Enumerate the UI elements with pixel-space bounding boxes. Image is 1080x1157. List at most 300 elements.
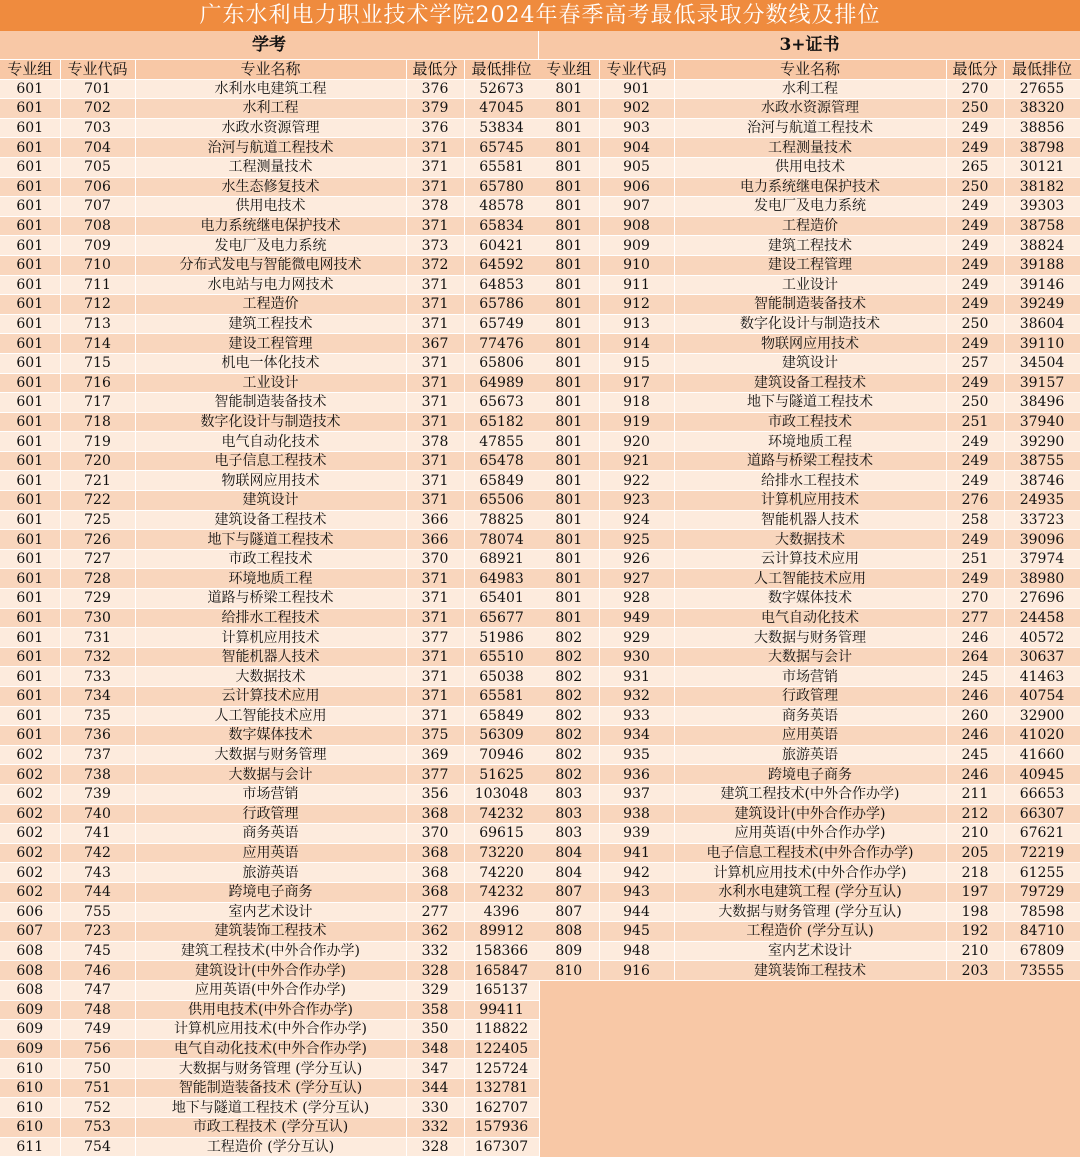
col-header-major: 专业名称 (135, 60, 406, 79)
cell-min-rank: 65834 (464, 216, 539, 236)
col-header-code: 专业代码 (599, 60, 674, 79)
cell-code: 703 (60, 118, 135, 138)
cell-group: 601 (0, 275, 60, 295)
cell-min-rank: 40754 (1004, 687, 1080, 707)
cell-min-score: 210 (946, 824, 1004, 844)
cell-min-rank: 65849 (464, 471, 539, 491)
cell-major: 地下与隧道工程技术 (674, 393, 946, 413)
cell-min-rank: 65506 (464, 491, 539, 511)
cell-code: 750 (60, 1059, 135, 1079)
cell-group: 801 (539, 432, 599, 452)
cell-group: 601 (0, 99, 60, 119)
cell-min-rank: 69615 (464, 824, 539, 844)
cell-group: 601 (0, 236, 60, 256)
cell-major: 水生态修复技术 (135, 177, 406, 197)
cell-min-rank: 65673 (464, 393, 539, 413)
cell-code: 702 (60, 99, 135, 119)
cell-major: 工程造价 (学分互认) (135, 1137, 406, 1157)
cell-min-rank: 38824 (1004, 236, 1080, 256)
cell-major: 室内艺术设计 (674, 941, 946, 961)
table-row (539, 216, 1080, 236)
cell-min-rank: 24458 (1004, 608, 1080, 628)
cell-code: 704 (60, 138, 135, 158)
cell-min-score: 348 (406, 1039, 464, 1059)
cell-min-rank: 65745 (464, 138, 539, 158)
cell-major: 行政管理 (135, 804, 406, 824)
cell-min-rank: 40572 (1004, 628, 1080, 648)
table-row (539, 530, 1080, 550)
table-row (539, 491, 1080, 511)
cell-min-rank: 65786 (464, 295, 539, 315)
table-row (539, 784, 1080, 804)
cell-min-score: 350 (406, 1020, 464, 1040)
cell-major: 云计算技术应用 (674, 549, 946, 569)
cell-major: 建筑设计(中外合作办学) (674, 804, 946, 824)
cell-major: 跨境电子商务 (135, 882, 406, 902)
cell-min-rank: 38798 (1004, 138, 1080, 158)
cell-major: 应用英语 (135, 843, 406, 863)
cell-code: 710 (60, 255, 135, 275)
cell-major: 电力系统继电保护技术 (135, 216, 406, 236)
col-header-group: 专业组 (0, 60, 60, 79)
table-row (0, 569, 539, 589)
cell-code: 911 (599, 275, 674, 295)
table-row (539, 393, 1080, 413)
cell-code: 932 (599, 687, 674, 707)
cell-code: 745 (60, 941, 135, 961)
cell-code: 930 (599, 647, 674, 667)
table-row (0, 804, 539, 824)
cell-major: 大数据与财务管理 (135, 745, 406, 765)
cell-min-score: 370 (406, 824, 464, 844)
cell-code: 935 (599, 745, 674, 765)
cell-min-rank: 38182 (1004, 177, 1080, 197)
cell-group: 601 (0, 530, 60, 550)
cell-major: 建筑工程技术(中外合作办学) (135, 941, 406, 961)
cell-min-score: 371 (406, 451, 464, 471)
cell-group: 803 (539, 824, 599, 844)
table-row (0, 687, 539, 707)
cell-min-rank: 158366 (464, 941, 539, 961)
cell-min-rank: 38856 (1004, 118, 1080, 138)
cell-major: 人工智能技术应用 (674, 569, 946, 589)
cell-min-rank: 77476 (464, 334, 539, 354)
table-row (0, 334, 539, 354)
table-row (0, 667, 539, 687)
table-row (539, 197, 1080, 217)
cell-major: 水利水电建筑工程 (学分互认) (674, 882, 946, 902)
cell-group: 602 (0, 882, 60, 902)
cell-min-score: 330 (406, 1098, 464, 1118)
cell-code: 715 (60, 353, 135, 373)
cell-min-score: 277 (406, 902, 464, 922)
cell-group: 801 (539, 451, 599, 471)
cell-code: 949 (599, 608, 674, 628)
cell-min-score: 264 (946, 647, 1004, 667)
cell-code: 752 (60, 1098, 135, 1118)
cell-min-score: 246 (946, 726, 1004, 746)
cell-major: 建设工程管理 (674, 255, 946, 275)
cell-group: 801 (539, 353, 599, 373)
cell-min-score: 192 (946, 922, 1004, 942)
table-row (0, 726, 539, 746)
cell-min-rank: 52673 (464, 79, 539, 99)
cell-code: 733 (60, 667, 135, 687)
cell-group: 801 (539, 197, 599, 217)
cell-min-rank: 74232 (464, 804, 539, 824)
table-row (0, 902, 539, 922)
cell-group: 801 (539, 608, 599, 628)
cell-min-rank: 65401 (464, 589, 539, 609)
cell-min-score: 276 (946, 491, 1004, 511)
table-row (539, 79, 1080, 99)
cell-min-score: 250 (946, 314, 1004, 334)
cell-major: 室内艺术设计 (135, 902, 406, 922)
cell-code: 929 (599, 628, 674, 648)
cell-code: 744 (60, 882, 135, 902)
table-row (539, 882, 1080, 902)
cell-min-rank: 162707 (464, 1098, 539, 1118)
table-row (539, 275, 1080, 295)
table-row (0, 608, 539, 628)
cell-code: 914 (599, 334, 674, 354)
table-row (0, 275, 539, 295)
cell-code: 926 (599, 549, 674, 569)
cell-code: 754 (60, 1137, 135, 1157)
cell-major: 云计算技术应用 (135, 687, 406, 707)
cell-group: 802 (539, 647, 599, 667)
cell-group: 802 (539, 726, 599, 746)
cell-code: 721 (60, 471, 135, 491)
col-header-min-score: 最低分 (406, 60, 464, 79)
table-row (539, 667, 1080, 687)
cell-min-rank: 65038 (464, 667, 539, 687)
cell-min-score: 356 (406, 784, 464, 804)
cell-min-rank: 122405 (464, 1039, 539, 1059)
cell-code: 905 (599, 157, 674, 177)
table-row (0, 138, 539, 158)
cell-major: 数字媒体技术 (135, 726, 406, 746)
cell-min-score: 249 (946, 255, 1004, 275)
cell-min-rank: 33723 (1004, 510, 1080, 530)
cell-code: 920 (599, 432, 674, 452)
cell-min-score: 250 (946, 393, 1004, 413)
cell-group: 601 (0, 510, 60, 530)
cell-min-score: 368 (406, 843, 464, 863)
cell-group: 601 (0, 569, 60, 589)
cell-min-rank: 66653 (1004, 784, 1080, 804)
table-row (0, 157, 539, 177)
table-row (0, 118, 539, 138)
cell-major: 智能制造装备技术 (学分互认) (135, 1078, 406, 1098)
table-row (0, 1098, 539, 1118)
cell-code: 737 (60, 745, 135, 765)
cell-min-score: 212 (946, 804, 1004, 824)
cell-code: 718 (60, 412, 135, 432)
cell-min-score: 371 (406, 667, 464, 687)
cell-major: 大数据与会计 (674, 647, 946, 667)
table-row (0, 216, 539, 236)
cell-code: 917 (599, 373, 674, 393)
cell-group: 801 (539, 255, 599, 275)
table-row (539, 549, 1080, 569)
cell-group: 609 (0, 1039, 60, 1059)
cell-major: 供用电技术(中外合作办学) (135, 1000, 406, 1020)
table-row (0, 863, 539, 883)
cell-major: 水利工程 (674, 79, 946, 99)
cell-min-score: 251 (946, 549, 1004, 569)
cell-code: 919 (599, 412, 674, 432)
cell-major: 计算机应用技术(中外合作办学) (674, 863, 946, 883)
cell-group: 801 (539, 118, 599, 138)
cell-major: 治河与航道工程技术 (674, 118, 946, 138)
cell-group: 610 (0, 1098, 60, 1118)
cell-min-score: 258 (946, 510, 1004, 530)
cell-group: 601 (0, 314, 60, 334)
cell-min-score: 362 (406, 922, 464, 942)
cell-min-rank: 38980 (1004, 569, 1080, 589)
cell-min-score: 371 (406, 569, 464, 589)
cell-min-rank: 157936 (464, 1118, 539, 1138)
cell-code: 901 (599, 79, 674, 99)
cell-major: 环境地质工程 (674, 432, 946, 452)
table-row (0, 1078, 539, 1098)
table-row (539, 373, 1080, 393)
cell-major: 工程造价 (674, 216, 946, 236)
cell-group: 608 (0, 980, 60, 1000)
cell-min-rank: 132781 (464, 1078, 539, 1098)
cell-group: 607 (0, 922, 60, 942)
cell-major: 地下与隧道工程技术 (135, 530, 406, 550)
cell-min-rank: 65581 (464, 687, 539, 707)
cell-major: 计算机应用技术 (674, 491, 946, 511)
cell-code: 927 (599, 569, 674, 589)
cell-code: 725 (60, 510, 135, 530)
cell-group: 801 (539, 471, 599, 491)
table-row (539, 295, 1080, 315)
cell-min-score: 328 (406, 961, 464, 981)
cell-group: 601 (0, 451, 60, 471)
cell-major: 分布式发电与智能微电网技术 (135, 255, 406, 275)
cell-major: 水利水电建筑工程 (135, 79, 406, 99)
cell-major: 工程测量技术 (674, 138, 946, 158)
cell-min-rank: 48578 (464, 197, 539, 217)
cell-min-score: 371 (406, 412, 464, 432)
cell-code: 727 (60, 549, 135, 569)
cell-group: 802 (539, 687, 599, 707)
cell-min-score: 368 (406, 804, 464, 824)
cell-min-rank: 78074 (464, 530, 539, 550)
cell-min-score: 246 (946, 765, 1004, 785)
cell-min-score: 377 (406, 765, 464, 785)
cell-group: 802 (539, 765, 599, 785)
cell-min-score: 198 (946, 902, 1004, 922)
cell-major: 道路与桥梁工程技术 (135, 589, 406, 609)
table-row (0, 236, 539, 256)
table-row (0, 1137, 539, 1157)
col-header-min-rank: 最低排位 (464, 60, 539, 79)
table-row (539, 471, 1080, 491)
cell-min-score: 371 (406, 138, 464, 158)
cell-code: 708 (60, 216, 135, 236)
table-row (539, 745, 1080, 765)
cell-min-rank: 74232 (464, 882, 539, 902)
cell-group: 602 (0, 863, 60, 883)
cell-min-rank: 78825 (464, 510, 539, 530)
table-row (539, 138, 1080, 158)
cell-code: 916 (599, 961, 674, 981)
cell-major: 建筑工程技术(中外合作办学) (674, 784, 946, 804)
cell-min-rank: 65581 (464, 157, 539, 177)
cell-major: 数字媒体技术 (674, 589, 946, 609)
cell-min-rank: 64853 (464, 275, 539, 295)
cell-min-rank: 27655 (1004, 79, 1080, 99)
cell-min-score: 377 (406, 628, 464, 648)
cell-min-rank: 39290 (1004, 432, 1080, 452)
cell-code: 942 (599, 863, 674, 883)
table-row (0, 706, 539, 726)
cell-code: 701 (60, 79, 135, 99)
cell-major: 建筑设计 (674, 353, 946, 373)
table-row (0, 491, 539, 511)
cell-group: 801 (539, 99, 599, 119)
cell-code: 933 (599, 706, 674, 726)
cell-group: 601 (0, 138, 60, 158)
cell-min-rank: 74220 (464, 863, 539, 883)
cell-min-score: 371 (406, 157, 464, 177)
cell-major: 工业设计 (674, 275, 946, 295)
cell-group: 601 (0, 255, 60, 275)
cell-group: 802 (539, 706, 599, 726)
section-header-xuekao: 学考 (0, 31, 539, 60)
cell-min-score: 245 (946, 667, 1004, 687)
cell-min-score: 249 (946, 373, 1004, 393)
table-row (0, 922, 539, 942)
cell-major: 水电站与电力网技术 (135, 275, 406, 295)
cell-code: 729 (60, 589, 135, 609)
cell-major: 行政管理 (674, 687, 946, 707)
col-header-group: 专业组 (539, 60, 599, 79)
table-row (539, 255, 1080, 275)
cell-group: 601 (0, 647, 60, 667)
cell-code: 726 (60, 530, 135, 550)
cell-major: 市政工程技术 (135, 549, 406, 569)
table-row (0, 1039, 539, 1059)
table-row (0, 353, 539, 373)
cell-code: 722 (60, 491, 135, 511)
cell-min-rank: 60421 (464, 236, 539, 256)
cell-min-score: 347 (406, 1059, 464, 1079)
cell-min-rank: 39096 (1004, 530, 1080, 550)
cell-group: 802 (539, 628, 599, 648)
table-row (0, 1118, 539, 1138)
table-row (0, 451, 539, 471)
cell-code: 753 (60, 1118, 135, 1138)
table-row (539, 118, 1080, 138)
cell-min-rank: 65849 (464, 706, 539, 726)
table-row (0, 79, 539, 99)
cell-min-rank: 56309 (464, 726, 539, 746)
cell-code: 924 (599, 510, 674, 530)
cell-major: 大数据与财务管理 (674, 628, 946, 648)
cell-min-rank: 68921 (464, 549, 539, 569)
cell-major: 电力系统继电保护技术 (674, 177, 946, 197)
cell-major: 机电一体化技术 (135, 353, 406, 373)
cell-group: 803 (539, 804, 599, 824)
cell-major: 建筑装饰工程技术 (135, 922, 406, 942)
cell-min-rank: 4396 (464, 902, 539, 922)
cell-code: 913 (599, 314, 674, 334)
cell-min-rank: 53834 (464, 118, 539, 138)
cell-group: 602 (0, 804, 60, 824)
cell-code: 941 (599, 843, 674, 863)
table-row (0, 824, 539, 844)
cell-min-rank: 65780 (464, 177, 539, 197)
col-header-min-score: 最低分 (946, 60, 1004, 79)
cell-min-score: 245 (946, 745, 1004, 765)
cell-major: 大数据技术 (674, 530, 946, 550)
cell-code: 939 (599, 824, 674, 844)
cell-min-score: 249 (946, 275, 1004, 295)
cell-major: 建筑设计(中外合作办学) (135, 961, 406, 981)
cell-group: 801 (539, 569, 599, 589)
cell-code: 751 (60, 1078, 135, 1098)
cell-min-score: 371 (406, 491, 464, 511)
cell-min-rank: 27696 (1004, 589, 1080, 609)
cell-code: 740 (60, 804, 135, 824)
cell-major: 跨境电子商务 (674, 765, 946, 785)
table-row (0, 177, 539, 197)
cell-min-rank: 37974 (1004, 549, 1080, 569)
cell-major: 计算机应用技术(中外合作办学) (135, 1020, 406, 1040)
cell-major: 工程测量技术 (135, 157, 406, 177)
cell-min-rank: 167307 (464, 1137, 539, 1157)
cell-min-score: 249 (946, 569, 1004, 589)
cell-min-score: 332 (406, 1118, 464, 1138)
cell-min-rank: 51625 (464, 765, 539, 785)
cell-major: 电气自动化技术(中外合作办学) (135, 1039, 406, 1059)
table-row (539, 314, 1080, 334)
table-row (539, 804, 1080, 824)
cell-min-rank: 37940 (1004, 412, 1080, 432)
cell-group: 801 (539, 589, 599, 609)
cell-major: 商务英语 (135, 824, 406, 844)
table-row (0, 784, 539, 804)
cell-major: 应用英语(中外合作办学) (674, 824, 946, 844)
page-title: 广东水利电力职业技术学院2024年春季高考最低录取分数线及排位 (0, 0, 1080, 32)
cell-min-rank: 99411 (464, 1000, 539, 1020)
cell-code: 747 (60, 980, 135, 1000)
cell-major: 工程造价 (135, 295, 406, 315)
cell-code: 912 (599, 295, 674, 315)
cell-min-score: 251 (946, 412, 1004, 432)
cell-major: 应用英语(中外合作办学) (135, 980, 406, 1000)
cell-min-score: 218 (946, 863, 1004, 883)
cell-code: 730 (60, 608, 135, 628)
cell-group: 602 (0, 824, 60, 844)
cell-code: 739 (60, 784, 135, 804)
cell-group: 807 (539, 882, 599, 902)
cell-group: 608 (0, 961, 60, 981)
cell-group: 601 (0, 706, 60, 726)
cell-major: 建设工程管理 (135, 334, 406, 354)
cell-major: 大数据与财务管理 (学分互认) (135, 1059, 406, 1079)
cell-min-rank: 30637 (1004, 647, 1080, 667)
cell-min-score: 371 (406, 373, 464, 393)
cell-major: 道路与桥梁工程技术 (674, 451, 946, 471)
cell-code: 719 (60, 432, 135, 452)
cell-min-rank: 51986 (464, 628, 539, 648)
